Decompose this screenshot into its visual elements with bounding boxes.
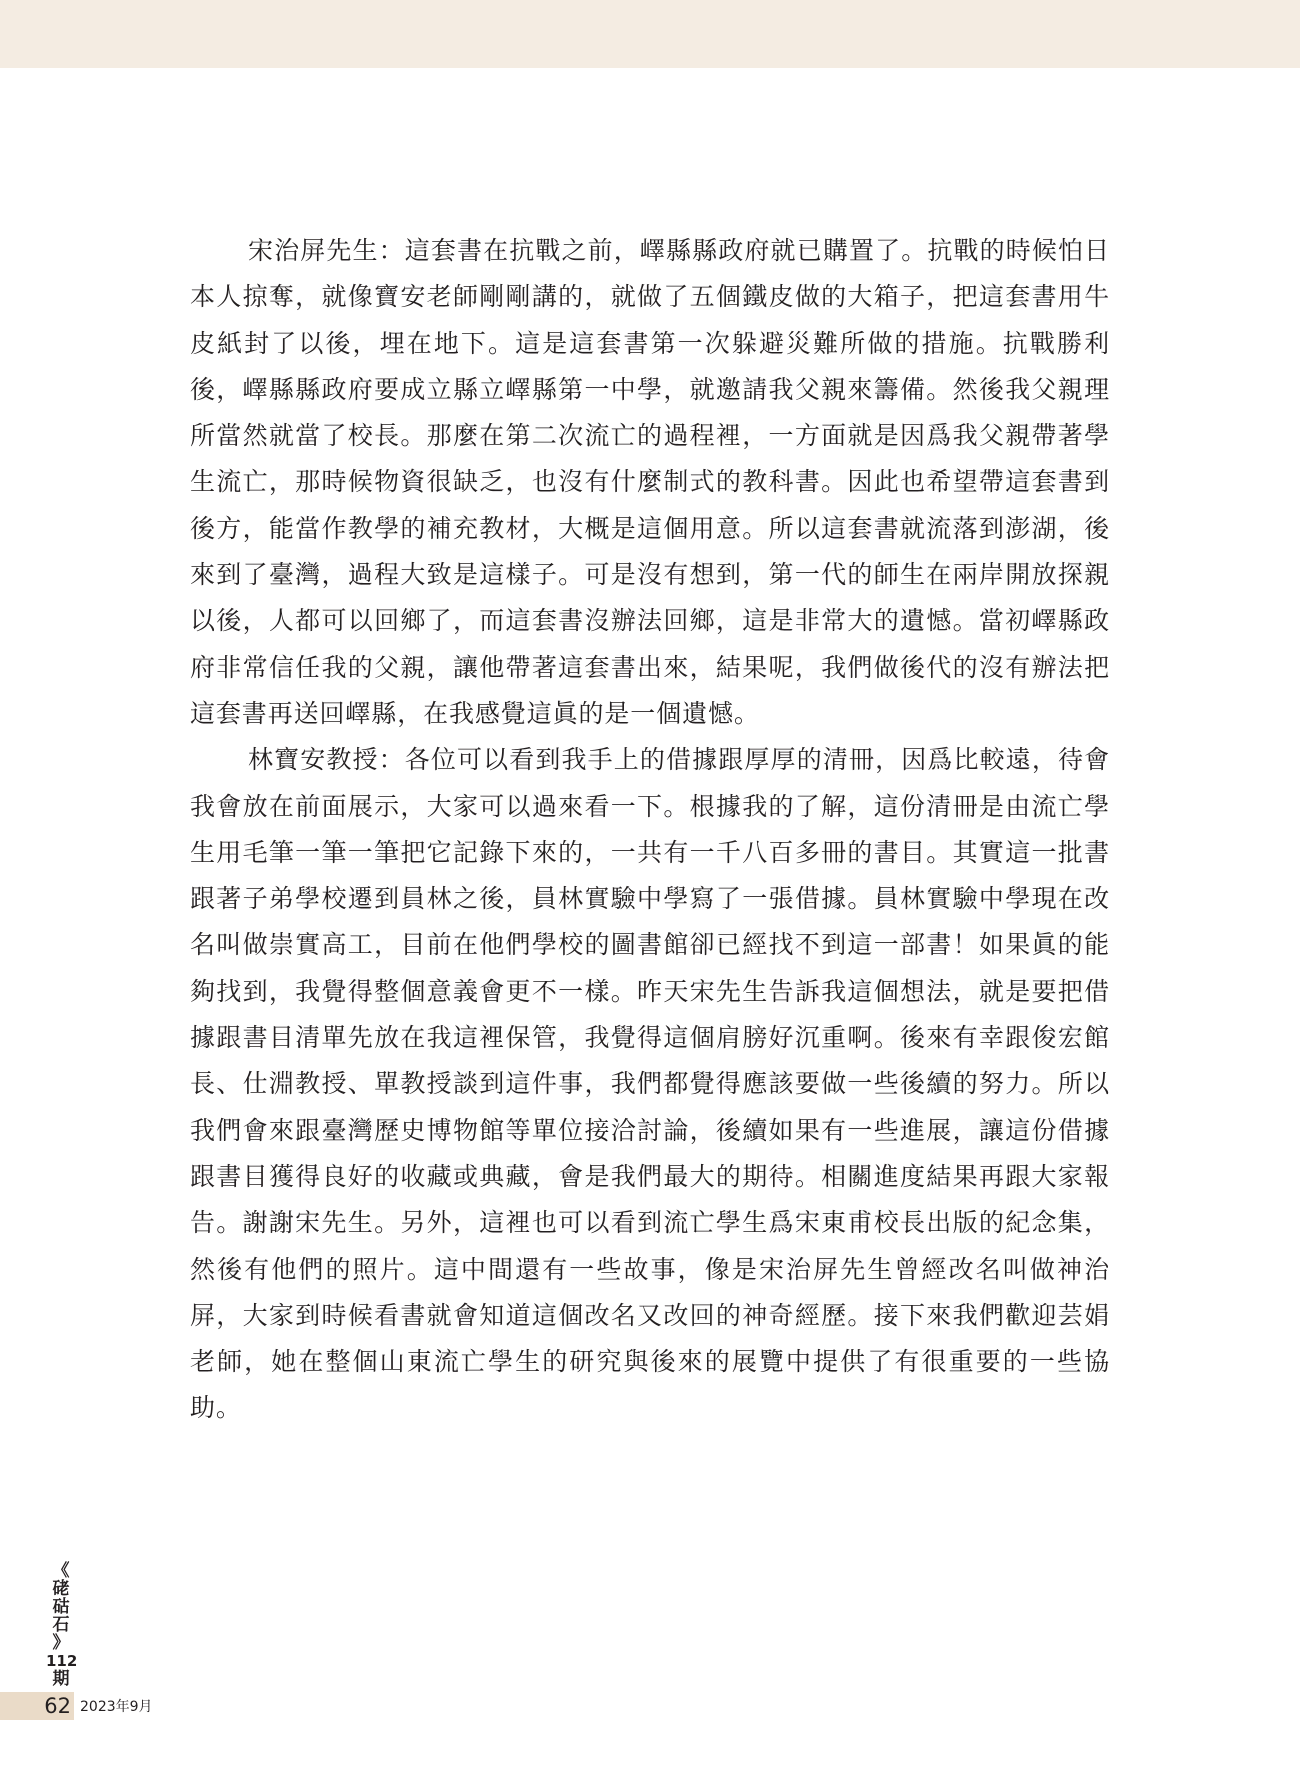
page-footer [0,1692,153,1720]
title-char-1: 硓 [52,1579,70,1599]
title-char-2: 𥑮 [52,1597,70,1617]
title-close-bracket: 》 [52,1633,70,1653]
issue-suffix: 期 [52,1669,70,1689]
title-char-3: 石 [52,1615,70,1635]
article-body [190,228,1110,1432]
page-number: 62 [0,1692,74,1720]
magazine-title-vertical [46,1562,76,1688]
top-decorative-band [0,0,1300,68]
issue-date: 2023年9月 [80,1699,153,1715]
paragraph-song-zhiping: 宋治屏先生：這套書在抗戰之前，嶧縣縣政府就已購置了。抗戰的時候怕日本人掠奪，就像寶安老師剛剛講的，就做了五個鐵皮做的大箱子，把這套書用牛皮紙封了以後，埋在地下。這是這套書第一次躲避災難所做的措施。抗戰勝利後，嶧縣縣政府要成立縣立嶧縣第一中學，就邀請我父親來籌備。然後我父親理所當然就當了校長。那麼在第二次流亡的過程裡，一方面就是因爲我父親帶著學生流亡，那時候物資很缺乏，也沒有什麼制式的教科書。因此也希望帶這套書到後方，能當作教學的補充教材，大概是這個用意。所以這套書就流落到澎湖，後來到了臺灣，過程大致是這樣子。可是沒有想到，第一代的師生在兩岸開放探親以後，人都可以回鄉了，而這套書沒辦法回鄉，這是非常大的遺憾。當初嶧縣政府非常信任我的父親，讓他帶著這套書出來，結果呢，我們做後代的沒有辦法把這套書再送回嶧縣，在我感覺這眞的是一個遺憾。 [190,236,1110,728]
title-open-bracket: 《 [52,1561,70,1581]
issue-number: 112 [46,1652,78,1670]
paragraph-lin-baoan: 林寶安教授：各位可以看到我手上的借據跟厚厚的清冊，因爲比較遠，待會我會放在前面展示，大家可以過來看一下。根據我的了解，這份清冊是由流亡學生用毛筆一筆一筆把它記錄下來的，一共有一千八百多冊的書目。其實這一批書跟著子弟學校遷到員林之後，員林實驗中學寫了一張借據。員林實驗中學現在改名叫做崇實高工，目前在他們學校的圖書館卻已經找不到這一部書！如果眞的能夠找到，我覺得整個意義會更不一樣。昨天宋先生告訴我這個想法，就是要把借據跟書目清單先放在我這裡保管，我覺得這個肩膀好沉重啊。後來有幸跟俊宏館長、仕淵教授、單教授談到這件事，我們都覺得應該要做一些後續的努力。所以我們會來跟臺灣歷史博物館等單位接洽討論，後續如果有一些進展，讓這份借據跟書目獲得良好的收藏或典藏，會是我們最大的期待。相關進度結果再跟大家報告。謝謝宋先生。另外，這裡也可以看到流亡學生爲宋東甫校長出版的紀念集，然後有他們的照片。這中間還有一些故事，像是宋治屏先生曾經改名叫做神治屏，大家到時候看書就會知道這個改名又改回的神奇經歷。接下來我們歡迎芸娟老師，她在整個山東流亡學生的研究與後來的展覽中提供了有很重要的一些協助。 [190,745,1110,1423]
